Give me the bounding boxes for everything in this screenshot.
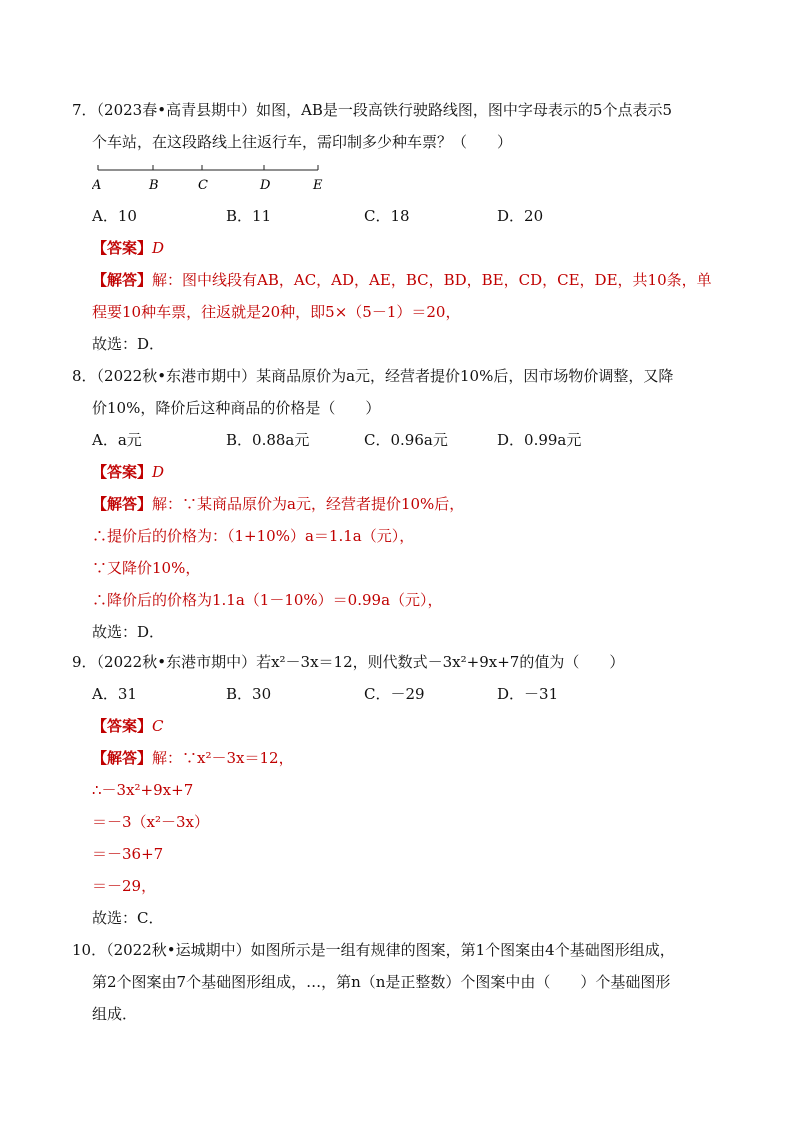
solution-label: 【解答】	[92, 495, 153, 513]
station-label-d: D	[260, 178, 271, 193]
q7-stem-line1: 7．（2023春•高青县期中）如图，AB是一段高铁行驶路线图，图中字母表示的5个点表示5	[72, 101, 673, 119]
q8-option-b: B．0.88a元	[226, 431, 310, 449]
q8-solution-line1	[92, 494, 464, 514]
solution-label: 【解答】	[92, 271, 153, 289]
q7-choose: 故选：D．	[92, 335, 165, 353]
answer-value: D	[152, 463, 165, 481]
q9-answer	[92, 716, 164, 736]
q9-solution-line2: ∴－3x²+9x+7	[92, 781, 194, 799]
answer-label: 【答案】	[92, 717, 153, 735]
q7-option-b: B．11	[226, 207, 272, 225]
q8-solution-line4: ∴降价后的价格为1.1a（1－10%）＝0.99a（元），	[92, 591, 443, 609]
q9-solution-line4: ＝－36+7	[92, 845, 164, 863]
q9-option-b: B．30	[226, 685, 272, 703]
q8-stem-line1: 8．（2022秋•东港市期中）某商品原价为a元，经营者提价10%后，因市场物价调整，又降	[72, 367, 674, 385]
station-label-a: A	[92, 178, 102, 193]
q10-stem-line3: 组成．	[92, 1005, 138, 1023]
q7-option-d: D．20	[497, 207, 544, 225]
solution-text: 解：∵x²－3x＝12，	[152, 749, 294, 767]
q9-option-d: D．－31	[497, 685, 559, 703]
q9-solution-line5: ＝－29，	[92, 877, 157, 895]
q9-choose: 故选：C．	[92, 909, 164, 927]
solution-label: 【解答】	[92, 749, 153, 767]
q9-stem-line1: 9．（2022秋•东港市期中）若x²－3x＝12，则代数式－3x²+9x+7的值为（ ）	[72, 653, 625, 671]
q7-solution-line1	[92, 270, 712, 290]
q9-solution-line3: ＝－3（x²－3x）	[92, 813, 210, 831]
answer-label: 【答案】	[92, 239, 153, 257]
q10-stem-line2: 第2个图案由7个基础图形组成，…，第n（n是正整数）个图案中由（ ）个基础图形	[92, 973, 671, 991]
q8-solution-line2: ∴提价后的价格为：（1+10%）a＝1.1a（元），	[92, 527, 415, 545]
q9-option-c: C．－29	[364, 685, 425, 703]
answer-label: 【答案】	[92, 463, 153, 481]
answer-value: D	[152, 239, 165, 257]
station-label-e: E	[313, 178, 323, 193]
q7-answer	[92, 238, 164, 258]
q7-segment-figure	[92, 162, 332, 194]
q8-answer	[92, 462, 164, 482]
q7-solution-line2: 程要10种车票，往返就是20种，即5×（5－1）＝20，	[92, 303, 461, 321]
solution-text: 解：图中线段有AB，AC，AD，AE，BC，BD，BE，CD，CE，DE，共10条，单	[152, 271, 712, 289]
q8-option-a: A．a元	[92, 431, 142, 449]
q7-stem-line2: 个车站，在这段路线上往返行车，需印制多少种车票？（ ）	[92, 133, 513, 151]
q7-option-c: C．18	[364, 207, 410, 225]
station-label-b: B	[149, 178, 159, 193]
solution-text: 解：∵某商品原价为a元，经营者提价10%后，	[152, 495, 465, 513]
q9-solution-line1	[92, 748, 294, 768]
q10-stem-line1: 10．（2022秋•运城期中）如图所示是一组有规律的图案，第1个图案由4个基础图形组成，	[72, 941, 675, 959]
answer-value: C	[152, 717, 164, 735]
q8-option-c: C．0.96a元	[364, 431, 448, 449]
q8-option-d: D．0.99a元	[497, 431, 582, 449]
q7-option-a: A．10	[92, 207, 137, 225]
q8-solution-line3: ∵又降价10%，	[92, 559, 201, 577]
station-label-c: C	[198, 178, 208, 193]
q8-stem-line2: 价10%，降价后这种商品的价格是（ ）	[92, 399, 381, 417]
q9-option-a: A．31	[92, 685, 137, 703]
q8-choose: 故选：D．	[92, 623, 165, 641]
